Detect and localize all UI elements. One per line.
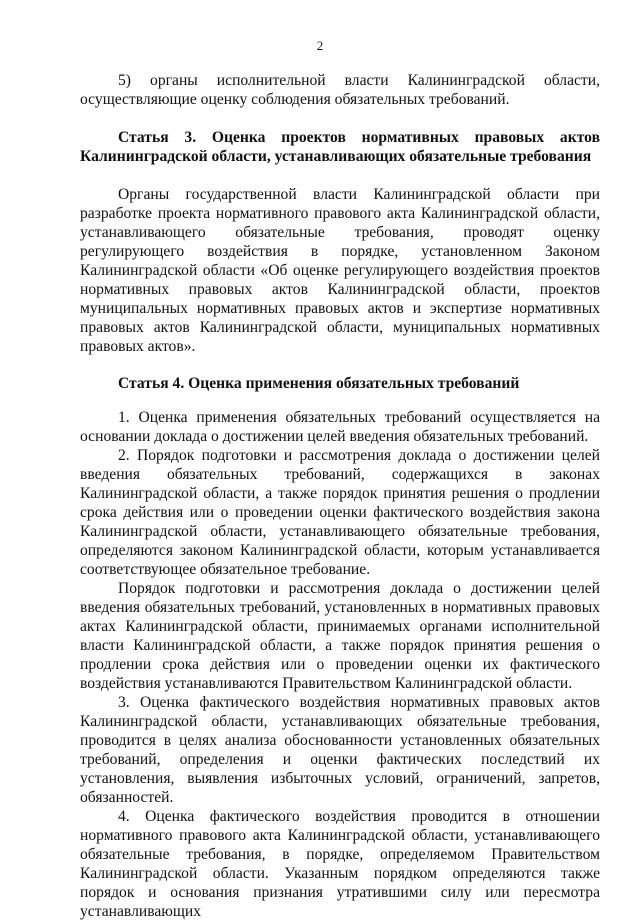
article-3-paragraph: Органы государственной власти Калининградской области при разработке проекта нормативного правового акта Калининградской области, устанавливающего обязательные требования, проводят оценку регулирующего воздействия в порядке, установленном Законом Калининградской области «Об оценке регулирующего воздействия проектов нормативных правовых актов Калининградской области, проектов муниципальных нормативных правовых актов и экспертизе нормативных правовых актов Калининградской области, муниципальных нормативных правовых актов». [80,186,600,355]
article-4-paragraph-5: 4. Оценка фактического воздействия проводится в отношении нормативного правового акта Калининградской области, устанавливающего обязательные требования, в порядке, определяемом Правительством Калининградской области. Указанным порядком определяются также порядок и основания признания утратившими силу или пересмотра устанавливающих [80,808,600,920]
list-item-5: 5) органы исполнительной власти Калининградской области, осуществляющие оценку соблюдения обязательных требований. [80,72,600,108]
article-3-heading: Статья 3. Оценка проектов нормативных правовых актов Калининградской области, устанавливающих обязательные требования [80,129,600,165]
document-body [80,71,600,921]
article-4-heading: Статья 4. Оценка применения обязательных требований [118,375,520,392]
page-number: 2 [316,38,324,53]
article-4-paragraph-3: Порядок подготовки и рассмотрения доклада о достижении целей введения обязательных требований, установленных в нормативных правовых актах Калининградской области, принимаемых органами исполнительной власти Калининградской области, а также порядок принятия решения о продлении срока действия или о проведении оценки их фактического воздействия устанавливаются Правительством Калининградской области. [80,580,600,692]
article-4-paragraph-2: 2. Порядок подготовки и рассмотрения доклада о достижении целей введения обязательных требований, содержащихся в законах Калининградской области, а также порядок принятия решения о продлении срока действия или о проведении оценки фактического воздействия закона Калининградской области, устанавливающего обязательные требования, определяются законом Калининградской области, которым устанавливается соответствующее обязательное требование. [80,447,600,578]
article-4-paragraph-1: 1. Оценка применения обязательных требований осуществляется на основании доклада о достижении целей введения обязательных требований. [80,409,600,445]
article-4-paragraph-4: 3. Оценка фактического воздействия нормативных правовых актов Калининградской области, устанавливающих обязательные требования, проводится в целях анализа обоснованности установленных обязательных требований, определения и оценки фактических последствий их установления, выявления избыточных условий, ограничений, запретов, обязанностей. [80,694,600,806]
